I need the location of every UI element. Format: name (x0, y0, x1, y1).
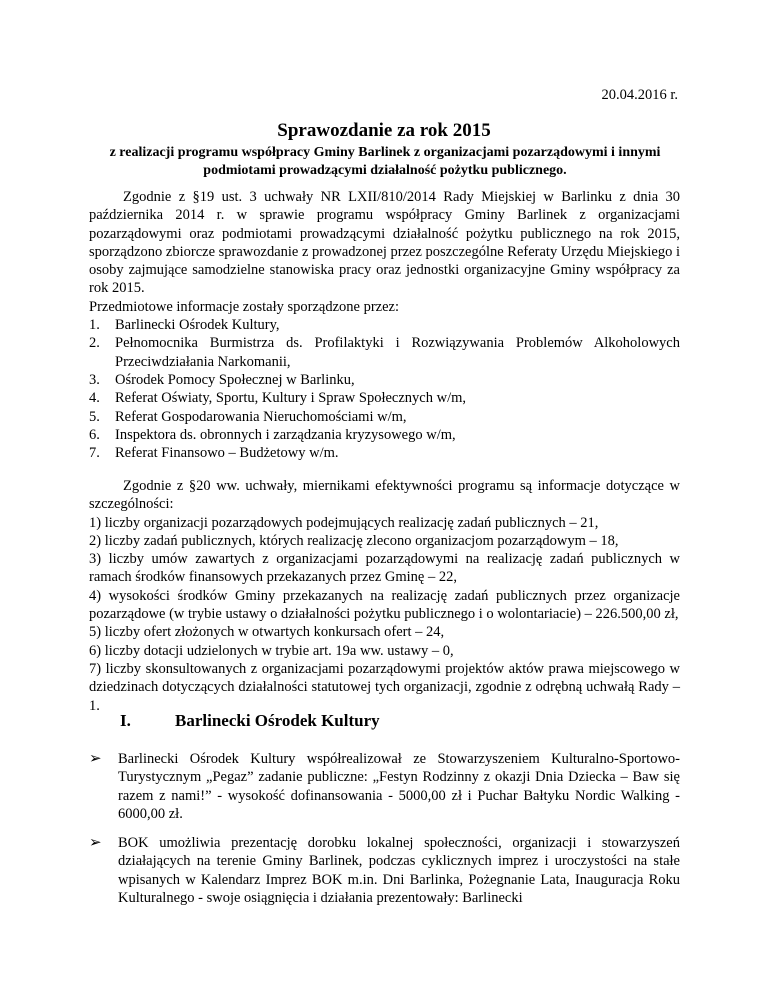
document-date: 20.04.2016 r. (601, 87, 678, 103)
document-subtitle: z realizacji programu współpracy Gminy Barlinek z organizacjami pozarządowymi i innymi podmiotami prowadzącymi działalność pożytku publicznego. (109, 145, 661, 178)
criteria-item: 1) liczby organizacji pozarządowych podejmujących realizację zadań publicznych – 21, (89, 514, 599, 531)
list-item-number: 2. (89, 335, 100, 352)
criteria-item: 4) wysokości środków Gminy przekazanych na realizację zadań publicznych przez organizacje pozarządowe (w trybie ustawy o działalności pożytku publicznego i o wolontariacie) – 226.500,00 zł, (89, 587, 680, 623)
section-heading (120, 711, 380, 731)
criteria-item: 3) liczby umów zawartych z organizacjami pozarządowymi na realizację zadań publicznych w ramach środków finansowych przekazanych przez Gminę – 22, (89, 551, 680, 586)
document-title: Sprawozdanie za rok 2015 (277, 120, 491, 141)
reporting-units-list (89, 316, 680, 462)
list-item-text: Inspektora ds. obronnych i zarządzania kryzysowego w/m, (115, 426, 456, 443)
list-item-number: 4. (89, 390, 100, 407)
list-item (89, 334, 680, 371)
list-item-text: Referat Oświaty, Sportu, Kultury i Spraw Społecznych w/m, (115, 390, 467, 407)
list-item-number: 6. (89, 426, 100, 443)
list-item (89, 408, 680, 426)
list-item-text: Barlinecki Ośrodek Kultury, (115, 317, 280, 334)
bullet-text: Barlinecki Ośrodek Kultury współrealizował ze Stowarzyszeniem Kulturalno-Sportowo-Turystycznym „Pegaz” zadanie publiczne: „Festyn Rodzinny z okazji Dnia Dziecka – Baw się razem z nami!” - wysokość dofinansowania - 5000,00 zł i Puchar Bałtyku Nordic Walking - 6000,00 zł. (118, 751, 680, 822)
intro-section (89, 188, 680, 462)
list-item (89, 444, 680, 462)
list-item-text: Ośrodek Pomocy Społecznej w Barlinku, (115, 371, 355, 388)
bullet-item (89, 750, 680, 823)
list-item-number: 1. (89, 317, 100, 334)
arrowhead-bullet-icon: ➢ (89, 835, 102, 851)
bullet-item (89, 834, 680, 907)
arrowhead-bullet-icon: ➢ (89, 751, 102, 767)
criteria-item: 5) liczby ofert złożonych w otwartych konkursach ofert – 24, (89, 624, 445, 641)
criteria-item: 6) liczby dotacji udzielonych w trybie art. 19a ww. ustawy – 0, (89, 642, 454, 659)
section-numeral: I. (120, 711, 131, 730)
intro-paragraph: Zgodnie z §19 ust. 3 uchwały NR LXII/810/2014 Rady Miejskiej w Barlinku z dnia 30 października 2014 r. w sprawie programu współpracy Gminy Barlinek z organizacjami pozarządowymi oraz podmiotami prowadzącymi działalność pożytku publicznego na rok 2015, sporządzono zbiorcze sprawozdanie z prowadzonej przez poszczególne Referaty Urzędu Miejskiego i osoby zajmujące samodzielne stanowiska pracy oraz jednostki organizacyjne Gminy współpracy za rok 2015. (89, 189, 681, 297)
list-item-text: Pełnomocnika Burmistrza ds. Profilaktyki i Rozwiązywania Problemów Alkoholowych Przeciwdziałania Narkomanii, (115, 335, 680, 370)
list-item (89, 371, 680, 389)
criteria-item: 2) liczby zadań publicznych, których realizację zlecono organizacjom pozarządowym – 18, (89, 532, 619, 549)
list-item (89, 426, 680, 444)
list-item-text: Referat Gospodarowania Nieruchomościami w/m, (115, 408, 407, 425)
criteria-intro: Zgodnie z §20 ww. uchwały, miernikami efektywności programu są informacje dotyczące w szczególności: (89, 478, 680, 513)
criteria-item: 7) liczby skonsultowanych z organizacjami pozarządowymi projektów aktów prawa miejscowego w dziedzinach dotyczących działalności statutowej tych organizacji, zgodnie z odrębną uchwałą Rady – 1. (89, 660, 680, 714)
section-title: Barlinecki Ośrodek Kultury (175, 711, 380, 730)
list-item (89, 316, 680, 334)
criteria-section (89, 477, 680, 715)
list-item-number: 3. (89, 371, 100, 388)
list-item (89, 389, 680, 407)
list-item-number: 5. (89, 408, 100, 425)
list-item-number: 7. (89, 445, 100, 462)
list-item-text: Referat Finansowo – Budżetowy w/m. (115, 445, 339, 462)
bullet-text: BOK umożliwia prezentację dorobku lokalnej społeczności, organizacji i stowarzyszeń działających na terenie Gminy Barlinek, podczas cyklicznych imprez i uroczystości na stałe wpisanych w Kalendarz Imprez BOK m.in. Dni Barlinka, Pożegnanie Lata, Inauguracja Roku Kulturalnego - swoje osiągnięcia i działania prezentowały: Barlinecki (118, 835, 680, 906)
list-intro: Przedmiotowe informacje zostały sporządzone przez: (89, 298, 400, 315)
